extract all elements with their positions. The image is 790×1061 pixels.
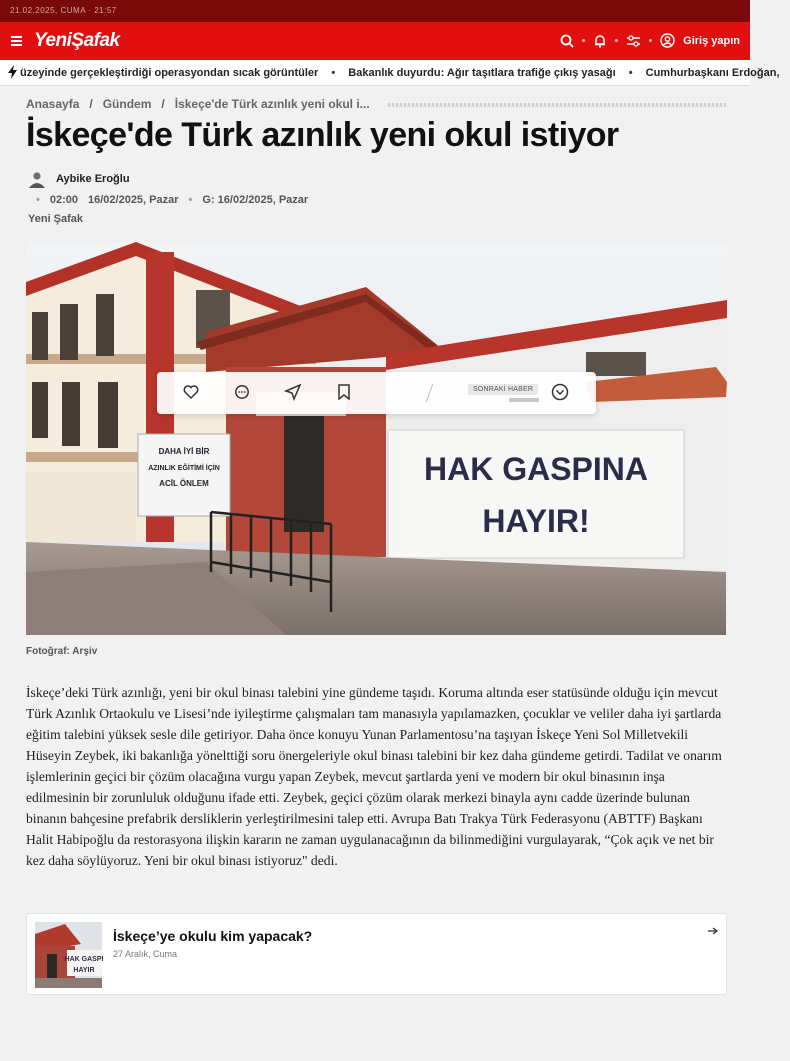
search-icon[interactable] xyxy=(560,34,574,48)
next-article-placeholder xyxy=(509,398,539,402)
ticker-item[interactable]: Cumhurbaşkanı Erdoğan, xyxy=(645,67,780,79)
heart-icon[interactable] xyxy=(183,384,199,405)
sign-line-3: ACİL ÖNLEM xyxy=(159,479,209,488)
sign-line-2: AZINLIK EĞİTİMİ İÇİN xyxy=(148,465,220,472)
next-article-button[interactable]: SONRAKİ HABER xyxy=(468,384,538,395)
breadcrumb-home[interactable]: Anasayfa xyxy=(26,97,80,111)
bell-icon[interactable] xyxy=(593,34,607,48)
ticker-track xyxy=(20,67,790,79)
site-logo[interactable]: YeniŞafak xyxy=(34,30,120,51)
updated-date: G: 16/02/2025, Pazar xyxy=(202,194,309,206)
nav-separator xyxy=(582,39,585,42)
related-article-card[interactable] xyxy=(26,913,727,995)
breadcrumb-separator: / xyxy=(89,97,93,111)
date-time: 21.02.2025, CUMA · 21:57 xyxy=(10,6,117,15)
site-header xyxy=(0,22,750,60)
author-name[interactable]: Aybike Eroğlu xyxy=(56,173,130,185)
arrow-right-icon[interactable] xyxy=(708,922,718,940)
share-bar xyxy=(157,372,596,414)
menu-icon[interactable] xyxy=(11,36,22,46)
breadcrumb-current: İskeçe'de Türk azınlık yeni okul i... xyxy=(174,97,370,111)
bookmark-icon[interactable] xyxy=(337,384,351,405)
related-date: 27 Aralık, Cuma xyxy=(113,949,178,959)
related-title[interactable]: İskeçe’ye okulu kim yapacak? xyxy=(113,928,313,944)
breadcrumb-separator: / xyxy=(161,97,165,111)
breadcrumb xyxy=(26,97,370,111)
breadcrumb-divider xyxy=(388,103,726,107)
banner-line-2: HAYIR! xyxy=(482,503,590,539)
login-link[interactable]: Giriş yapın xyxy=(683,34,740,47)
ticker-item[interactable]: üzeyinde gerçekleştirdiği operasyondan sıcak görüntüler xyxy=(20,67,319,79)
sign-line-1: DAHA İYİ BİR xyxy=(158,447,210,456)
meta-bullet: • xyxy=(188,194,193,206)
article-title: İskeçe'de Türk azınlık yeni okul istiyor xyxy=(26,116,619,154)
user-icon[interactable] xyxy=(660,33,675,48)
related-thumbnail[interactable] xyxy=(35,922,102,988)
news-ticker xyxy=(0,60,780,86)
article-source: Yeni Şafak xyxy=(28,213,84,225)
share-separator xyxy=(426,384,434,402)
publish-date: 16/02/2025, Pazar xyxy=(88,194,179,206)
chevron-down-icon[interactable] xyxy=(551,383,569,406)
publish-time: 02:00 xyxy=(49,194,78,206)
photo-caption: Fotoğraf: Arşiv xyxy=(26,646,98,657)
thumb-line-1: HAK GASPI xyxy=(64,956,104,963)
banner-line-1: HAK GASPINA xyxy=(423,451,649,487)
header-actions xyxy=(560,33,740,48)
ticker-item[interactable]: Bakanlık duyurdu: Ağır taşıtlara trafiğe çıkış yasağı xyxy=(348,67,616,79)
ticker-bullet: • xyxy=(331,67,336,79)
send-icon[interactable] xyxy=(285,384,301,405)
author-avatar[interactable] xyxy=(28,170,46,188)
nav-separator xyxy=(615,39,618,42)
hero-image xyxy=(26,242,727,635)
meta-bullet: • xyxy=(36,194,40,206)
lightning-icon xyxy=(8,65,17,84)
nav-separator xyxy=(649,39,652,42)
top-status-bar xyxy=(0,0,750,22)
thumb-line-2: HAYIR xyxy=(73,967,95,974)
article-meta xyxy=(36,194,308,206)
article-body: İskeçe’deki Türk azınlığı, yeni bir okul binası talebini yine gündeme taşıdı. Koruma altında eser statüsünde olduğu için mevcut Türk Azınlık Ortaokulu ve Lisesi’nde iyileştirme çalışmaları tam manasıyla yapılamazken, çocuklar ve veliler daha iyi şartlarda eğitim talebini yüksek sesle dile getiriyor. Daha önce konuyu Yunan Parlamentosu’na taşıyan İskeçe Yeni Sol Milletvekili Hüseyin Zeybek, iki bakanlığa yönelttiği soru önergeleriyle okul binası talebini bir kez daha gündeme getirdi. Tadilat ve onarım işlemlerinin geçici bir çözüm olacağına vurgu yapan Zeybek, mevcut şartlarda yeni ve modern bir okul binasının inşa edilmesinin bir zorunluluk olduğunu ifade etti. Zeybek, geçici çözüm olarak merkezi binayla aynı cadde üzerinde bulunan binanın bahçesine prefabrik dersliklerin yerleştirilmesini talep etti. Avrupa Batı Trakya Türk Federasyonu (ABTTF) Başkanı Halit Habipoğlu da restorasyona ilişkin kararın ne zaman uygulanacağının da bilinmediğini vurgulayarak, “Çok açık ve net bir kez daha söylüyoruz. Yeni bir okul binası istiyoruz" dedi. xyxy=(26,685,722,868)
breadcrumb-section[interactable]: Gündem xyxy=(102,97,152,111)
ticker-bullet: • xyxy=(628,67,633,79)
school-photo-illustration xyxy=(26,242,727,635)
comment-icon[interactable] xyxy=(234,384,250,405)
toggle-icon[interactable] xyxy=(626,35,641,47)
